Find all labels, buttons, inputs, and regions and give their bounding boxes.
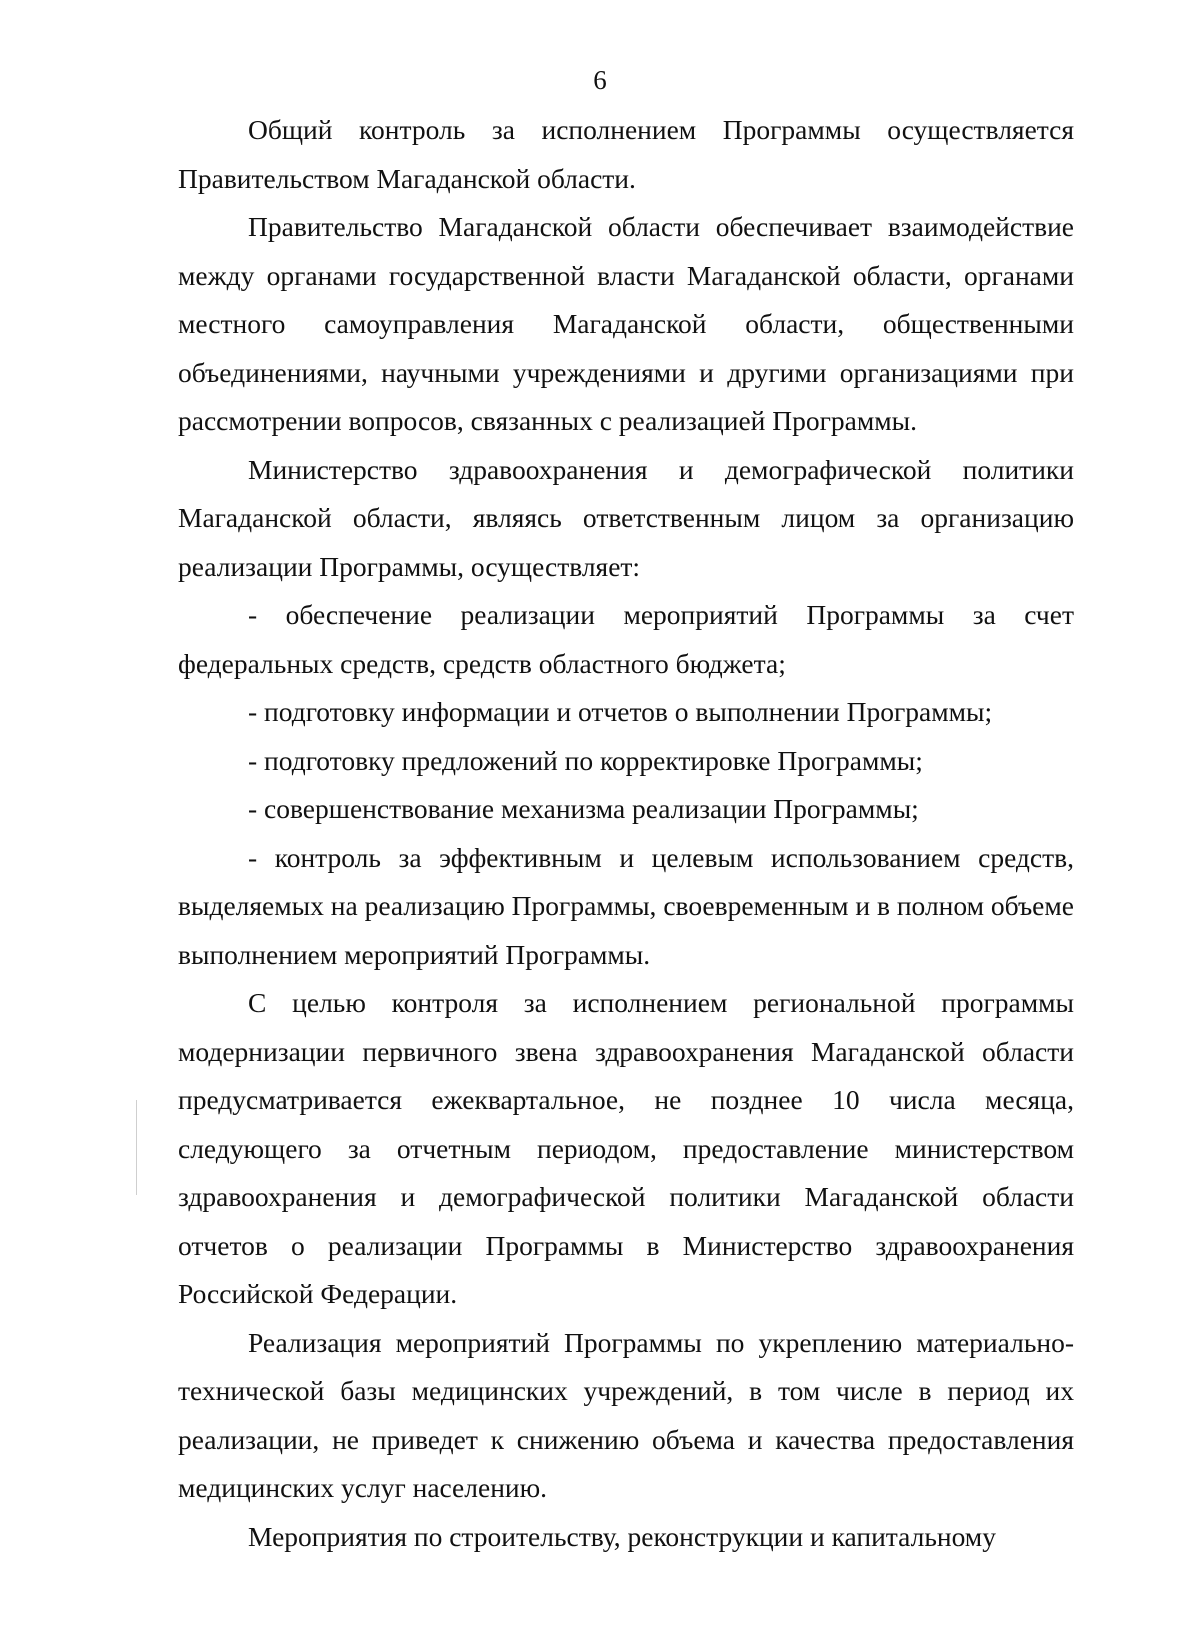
document-body [178, 106, 1074, 1561]
list-item-reports: - подготовку информации и отчетов о выполнении Программы; [248, 696, 993, 727]
list-item-control: - контроль за эффективным и целевым использованием средств, выделяемых на реализацию Программы, своевременным и в полном объеме выполнением мероприятий Программы. [178, 841, 1074, 970]
list-item-funding: - обеспечение реализации мероприятий Программы за счет федеральных средств, средств областного бюджета; [178, 599, 1074, 679]
paragraph-general-control: Общий контроль за исполнением Программы осуществляется Правительством Магаданской области. [178, 114, 1074, 194]
scan-margin-line [136, 1100, 137, 1195]
paragraph-government-interaction: Правительство Магаданской области обеспечивает взаимодействие между органами государственной власти Магаданской области, органами местного самоуправления Магаданской области, общественными объединениями, научными учреждениями и другими организациями при рассмотрении вопросов, связанных с реализацией Программы. [178, 211, 1074, 436]
paragraph-ministry-responsibilities: Министерство здравоохранения и демографической политики Магаданской области, являясь ответственным лицом за организацию реализации Программы, осуществляет: [178, 453, 1074, 582]
list-item-mechanism: - совершенствование механизма реализации Программы; [248, 793, 919, 824]
paragraph-construction: Мероприятия по строительству, реконструкции и капитальному [248, 1520, 996, 1552]
page-number: 6 [593, 65, 607, 95]
paragraph-service-quality: Реализация мероприятий Программы по укреплению материально-технической базы медицинских учреждений, в том числе в период их реализации, не приведет к снижению объема и качества предоставления медицинских услуг населению. [178, 1326, 1074, 1503]
list-item-corrections: - подготовку предложений по корректировке Программы; [248, 744, 923, 776]
paragraph-quarterly-reporting: С целью контроля за исполнением региональной программы модернизации первичного звена здравоохранения Магаданской области предусматривается ежеквартальное, не позднее 10 числа месяца, следующего за отчетным периодом, предоставление министерством здравоохранения и демографической политики Магаданской области отчетов о реализации Программы в Министерство здравоохранения Российской Федерации. [178, 987, 1074, 1309]
